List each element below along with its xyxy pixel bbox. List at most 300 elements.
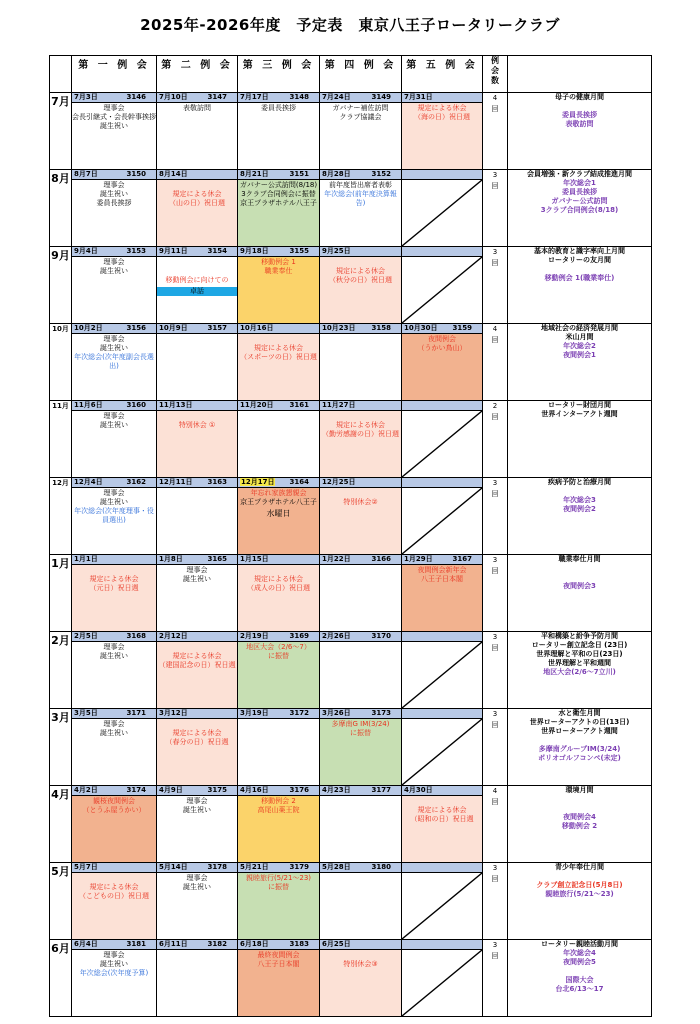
meeting-content bbox=[238, 796, 319, 815]
meeting-line: 誕生祝い bbox=[100, 960, 128, 968]
meeting-number: 3179 bbox=[289, 863, 309, 871]
meeting-line: 3クラブ合同例会に振替 bbox=[241, 190, 316, 198]
meeting-line: （昭和の日）祝日週 bbox=[410, 815, 474, 823]
month-note-line: 平和構築と紛争予防月間 bbox=[541, 632, 618, 640]
meeting-date: 4月16日 bbox=[240, 786, 269, 794]
month-note-line: 疾病予防と治療月間 bbox=[548, 478, 611, 486]
month-note-line: 年次総会3 bbox=[563, 496, 596, 504]
meeting-count-line: 回 bbox=[491, 105, 499, 113]
month-note-line: 多摩南グループIM(3/24) bbox=[538, 745, 621, 753]
meeting-content bbox=[320, 719, 401, 738]
meeting-date: 10月30日 bbox=[404, 324, 438, 332]
meeting-count bbox=[483, 401, 508, 478]
meeting-content bbox=[157, 950, 237, 951]
meeting-number: 3175 bbox=[207, 786, 227, 794]
month-note-line: 夜間例会4 bbox=[563, 813, 596, 821]
meeting-line: 規定による休会 bbox=[417, 806, 467, 814]
month-row bbox=[50, 478, 652, 555]
meeting-date-bar bbox=[157, 940, 237, 950]
meeting-line: 年次総会(次年度予算) bbox=[79, 969, 149, 977]
meeting-date-bar bbox=[72, 555, 156, 565]
meeting-line: 誕生祝い bbox=[100, 190, 128, 198]
meeting-cell bbox=[157, 401, 238, 478]
meeting-date-bar bbox=[72, 247, 156, 257]
month-notes bbox=[508, 863, 652, 940]
month-note-line: 委員長挨拶 bbox=[562, 188, 597, 196]
meeting-content bbox=[72, 180, 156, 208]
header-meeting-count bbox=[483, 56, 508, 93]
month-note-line: 世界理解と平和の日(23日) bbox=[536, 650, 623, 658]
meeting-line: （とうふ屋うかい） bbox=[82, 806, 146, 814]
meeting-date-bar bbox=[72, 93, 156, 103]
meeting-count-line: 3 bbox=[492, 941, 498, 949]
meeting-line: 理事会 bbox=[103, 489, 125, 497]
meeting-cell bbox=[238, 324, 320, 401]
meeting-cell bbox=[157, 478, 238, 555]
meeting-cell bbox=[157, 93, 238, 170]
meeting-date: 5月21日 bbox=[240, 863, 269, 871]
meeting-date-bar bbox=[320, 632, 401, 642]
meeting-line: 特別休会③ bbox=[343, 960, 378, 968]
meeting-count bbox=[483, 863, 508, 940]
meeting-cell bbox=[72, 324, 157, 401]
meeting-count-line: 3 bbox=[492, 248, 498, 256]
month-note-line: ガバナー公式訪問 bbox=[551, 197, 608, 205]
meeting-cell bbox=[238, 863, 320, 940]
meeting-date-bar bbox=[238, 786, 319, 796]
meeting-date-bar bbox=[72, 632, 156, 642]
meeting-cell bbox=[72, 709, 157, 786]
meeting-number: 3161 bbox=[289, 401, 309, 409]
meeting-number: 3174 bbox=[126, 786, 146, 794]
month-note-line: 会員増強・新クラブ結成推進月間 bbox=[527, 170, 632, 178]
meeting-date-bar bbox=[238, 324, 319, 334]
meeting-line: 委員長挨拶 bbox=[261, 104, 296, 112]
meeting-count-line: 4 bbox=[492, 94, 498, 102]
header-meeting-1: 第 一 例 会 bbox=[72, 56, 157, 93]
meeting-line: 観桜夜間例会 bbox=[93, 797, 135, 805]
meeting-date: 1月1日 bbox=[74, 555, 98, 563]
meeting-date: 7月24日 bbox=[322, 93, 351, 101]
month-notes bbox=[508, 170, 652, 247]
meeting-line: 年次総会(次年度理事・役員選出) bbox=[74, 507, 154, 524]
month-note-line: 夜間例会3 bbox=[563, 582, 596, 590]
meeting-date-bar bbox=[157, 170, 237, 180]
month-notes bbox=[508, 478, 652, 555]
meeting-date-bar bbox=[157, 401, 237, 411]
meeting-date: 6月25日 bbox=[322, 940, 351, 948]
meeting-cell bbox=[157, 709, 238, 786]
meeting-content bbox=[238, 257, 319, 276]
no-meeting-slash bbox=[402, 873, 482, 939]
meeting-cell bbox=[72, 632, 157, 709]
month-note-line bbox=[508, 872, 651, 881]
meeting-content bbox=[402, 796, 482, 824]
meeting-line bbox=[157, 412, 237, 421]
meeting-cell bbox=[238, 247, 320, 324]
month-note-line bbox=[508, 736, 651, 745]
meeting-cell bbox=[238, 786, 320, 863]
month-note-line: 世界理解と平和週間 bbox=[548, 659, 611, 667]
month-note-line: 夜間例会1 bbox=[563, 351, 596, 359]
meeting-date-bar bbox=[402, 478, 482, 488]
meeting-content bbox=[157, 565, 237, 584]
meeting-line: 規定による休会 bbox=[336, 421, 385, 429]
meeting-date-bar bbox=[402, 170, 482, 180]
meeting-content bbox=[320, 103, 401, 122]
meeting-count-line: 3 bbox=[492, 710, 498, 718]
meeting-line: に振替 bbox=[268, 883, 289, 891]
month-notes bbox=[508, 247, 652, 324]
meeting-cell bbox=[72, 786, 157, 863]
meeting-line: 京王プラザホテル八王子 bbox=[240, 199, 317, 207]
meeting-line: 誕生祝い bbox=[183, 883, 211, 891]
meeting-date: 1月15日 bbox=[240, 555, 269, 563]
meeting-number: 3182 bbox=[207, 940, 227, 948]
meeting-cell bbox=[72, 863, 157, 940]
month-note-line bbox=[508, 795, 651, 804]
month-note-line bbox=[508, 573, 651, 582]
meeting-line: 最終夜間例会 bbox=[257, 951, 300, 959]
meeting-count bbox=[483, 709, 508, 786]
meeting-content bbox=[402, 334, 482, 353]
meeting-line: （山の日）祝日週 bbox=[169, 199, 225, 207]
meeting-content bbox=[320, 796, 401, 797]
meeting-line: 誕生祝い bbox=[100, 344, 128, 352]
meeting-line: （成人の日）祝日週 bbox=[247, 584, 310, 592]
meeting-count bbox=[483, 555, 508, 632]
meeting-line: 理事会 bbox=[186, 566, 208, 574]
meeting-count bbox=[483, 170, 508, 247]
meeting-number: 3146 bbox=[126, 93, 146, 101]
meeting-line: に振替 bbox=[268, 652, 289, 660]
month-note-line: 委員長挨拶 bbox=[562, 111, 597, 119]
meeting-date: 12月4日 bbox=[74, 478, 103, 486]
meeting-date: 10月16日 bbox=[240, 324, 274, 332]
month-row bbox=[50, 786, 652, 863]
meeting-line bbox=[238, 566, 319, 575]
meeting-count-line: 回 bbox=[491, 490, 499, 498]
meeting-cell bbox=[320, 555, 402, 632]
meeting-count-line: 回 bbox=[491, 413, 499, 421]
meeting-line: 水曜日 bbox=[266, 509, 291, 518]
meeting-line: 理事会 bbox=[103, 643, 125, 651]
meeting-cell bbox=[238, 940, 320, 1017]
meeting-cell bbox=[320, 632, 402, 709]
meeting-cell bbox=[238, 170, 320, 247]
meeting-content bbox=[72, 950, 156, 978]
month-note-line: 基本的教育と識字率向上月間 bbox=[534, 247, 625, 255]
meeting-content bbox=[238, 180, 319, 208]
meeting-line bbox=[320, 258, 401, 267]
meeting-cell bbox=[402, 247, 483, 324]
meeting-cell bbox=[72, 401, 157, 478]
meeting-content bbox=[320, 950, 401, 969]
month-note-line: 年次総会4 bbox=[563, 949, 596, 957]
month-note-line: 台北6/13〜17 bbox=[555, 985, 604, 993]
meeting-date-bar bbox=[320, 93, 401, 103]
meeting-line: 規定による休会 bbox=[89, 883, 139, 891]
month-row bbox=[50, 709, 652, 786]
meeting-cell bbox=[402, 786, 483, 863]
meeting-date-bar bbox=[72, 709, 156, 719]
meeting-content bbox=[157, 642, 237, 670]
meeting-number: 3180 bbox=[371, 863, 391, 871]
month-row bbox=[50, 93, 652, 170]
meeting-cell bbox=[72, 93, 157, 170]
month-note-line: 夜間例会2 bbox=[563, 505, 596, 513]
month-note-line: 世界インターアクト週間 bbox=[541, 410, 618, 418]
meeting-line: 理事会 bbox=[103, 181, 125, 189]
meeting-line: 規定による休会 bbox=[172, 729, 222, 737]
meeting-line: 夜間例会新年会 bbox=[417, 566, 467, 574]
meeting-number: 3155 bbox=[289, 247, 309, 255]
meeting-line bbox=[72, 566, 156, 575]
month-note-line: 青少年奉仕月間 bbox=[555, 863, 604, 871]
meeting-cell bbox=[72, 478, 157, 555]
meeting-line: 多摩南G IM(3/24) bbox=[331, 720, 390, 728]
meeting-cell bbox=[320, 401, 402, 478]
meeting-date-bar bbox=[238, 940, 319, 950]
meeting-date-bar bbox=[238, 555, 319, 565]
month-notes bbox=[508, 555, 652, 632]
meeting-cell bbox=[402, 555, 483, 632]
meeting-date-bar bbox=[238, 863, 319, 873]
meeting-content bbox=[238, 950, 319, 969]
meeting-date: 1月22日 bbox=[322, 555, 351, 563]
meeting-date: 1月29日 bbox=[404, 555, 433, 563]
no-meeting-slash bbox=[402, 180, 482, 246]
meeting-date-bar bbox=[238, 93, 319, 103]
meeting-content bbox=[72, 257, 156, 276]
meeting-date: 4月2日 bbox=[74, 786, 98, 794]
meeting-date: 10月23日 bbox=[322, 324, 356, 332]
meeting-date-bar bbox=[402, 786, 482, 796]
meeting-date-bar bbox=[402, 324, 482, 334]
header-corner bbox=[50, 56, 72, 93]
meeting-date-bar bbox=[402, 247, 482, 257]
meeting-count bbox=[483, 93, 508, 170]
meeting-cell bbox=[238, 401, 320, 478]
meeting-number: 3178 bbox=[207, 863, 227, 871]
meeting-number: 3176 bbox=[289, 786, 309, 794]
meeting-line: 誕生祝い bbox=[100, 498, 128, 506]
meeting-line bbox=[238, 335, 319, 344]
meeting-date: 12月17日 bbox=[241, 478, 275, 486]
meeting-date-bar bbox=[320, 940, 401, 950]
meeting-cell bbox=[320, 709, 402, 786]
month-note-line: 移動例会 2 bbox=[561, 822, 598, 830]
meeting-line bbox=[157, 181, 237, 190]
meeting-count bbox=[483, 478, 508, 555]
meeting-cell bbox=[157, 247, 238, 324]
month-label: 8月 bbox=[50, 170, 72, 247]
meeting-content bbox=[72, 873, 156, 901]
meeting-cell bbox=[72, 555, 157, 632]
meeting-cell bbox=[238, 632, 320, 709]
meeting-line: 移動例会に向けての bbox=[165, 276, 229, 284]
meeting-date: 9月4日 bbox=[74, 247, 98, 255]
header-notes bbox=[508, 56, 652, 93]
meeting-cell bbox=[402, 863, 483, 940]
meeting-line: 規定による休会 bbox=[254, 575, 303, 583]
meeting-line bbox=[320, 412, 401, 421]
meeting-line: （こどもの日）祝日週 bbox=[79, 892, 149, 900]
meeting-content bbox=[72, 411, 156, 430]
meeting-cell bbox=[157, 632, 238, 709]
meeting-number: 3156 bbox=[126, 324, 146, 332]
meeting-line: 理事会 bbox=[103, 104, 125, 112]
meeting-number: 3152 bbox=[371, 170, 391, 178]
meeting-line: 年次総会(前年度決算報告) bbox=[324, 190, 397, 207]
meeting-number: 3163 bbox=[207, 478, 227, 486]
meeting-date: 4月23日 bbox=[322, 786, 351, 794]
month-label: 7月 bbox=[50, 93, 72, 170]
meeting-line: 特別休会 ① bbox=[178, 421, 216, 429]
meeting-date: 12月25日 bbox=[322, 478, 356, 486]
meeting-date: 8月21日 bbox=[240, 170, 269, 178]
meeting-count-line: 3 bbox=[492, 864, 498, 872]
month-label: 11月 bbox=[50, 401, 72, 478]
meeting-content bbox=[72, 719, 156, 738]
meeting-cell bbox=[402, 940, 483, 1017]
meeting-date-bar bbox=[238, 170, 319, 180]
meeting-date-bar bbox=[157, 863, 237, 873]
meeting-line: クラブ協議会 bbox=[339, 113, 382, 121]
meeting-number: 3165 bbox=[207, 555, 227, 563]
meeting-content bbox=[238, 873, 319, 892]
month-note-line: 3クラブ合同例会(8/18) bbox=[540, 206, 619, 214]
month-row bbox=[50, 863, 652, 940]
month-note-line bbox=[508, 102, 651, 111]
meeting-line: 職業奉仕 bbox=[264, 267, 293, 275]
meeting-date-bar bbox=[402, 940, 482, 950]
meeting-line bbox=[402, 797, 482, 806]
meeting-date-bar bbox=[157, 632, 237, 642]
meeting-number: 3148 bbox=[289, 93, 309, 101]
meeting-content bbox=[320, 257, 401, 285]
meeting-content bbox=[157, 257, 237, 296]
month-note-line: 年次総会1 bbox=[563, 179, 596, 187]
meeting-count-line: 回 bbox=[491, 721, 499, 729]
meeting-line: 規定による休会 bbox=[172, 190, 222, 198]
meeting-line: 年次総会(次年度副会長選出) bbox=[74, 353, 154, 370]
meeting-content bbox=[238, 719, 319, 720]
meeting-date: 3月26日 bbox=[322, 709, 351, 717]
meeting-line: 八王子日本閣 bbox=[257, 960, 300, 968]
month-note-line: 年次総会2 bbox=[563, 342, 596, 350]
meeting-count-line: 3 bbox=[492, 556, 498, 564]
meeting-date: 2月19日 bbox=[240, 632, 269, 640]
meeting-cell bbox=[402, 93, 483, 170]
meeting-cell bbox=[320, 786, 402, 863]
month-note-line bbox=[508, 265, 651, 274]
meeting-number: 3166 bbox=[371, 555, 391, 563]
month-note-line: 環境月間 bbox=[565, 786, 594, 794]
meeting-line: 規定による休会 bbox=[254, 344, 303, 352]
meeting-line: 移動例会 2 bbox=[261, 797, 296, 805]
meeting-date: 3月19日 bbox=[240, 709, 269, 717]
meeting-date-bar bbox=[320, 401, 401, 411]
meeting-date-bar bbox=[402, 632, 482, 642]
meeting-line: （建国記念の日）祝日週 bbox=[158, 661, 236, 669]
meeting-date-bar bbox=[320, 247, 401, 257]
meeting-date: 8月7日 bbox=[74, 170, 98, 178]
meeting-line bbox=[320, 489, 401, 498]
meeting-content bbox=[238, 103, 319, 113]
header-meeting-3: 第 三 例 会 bbox=[238, 56, 320, 93]
meeting-cell bbox=[320, 478, 402, 555]
month-label: 5月 bbox=[50, 863, 72, 940]
meeting-count-line: 3 bbox=[492, 633, 498, 641]
meeting-date-bar bbox=[320, 709, 401, 719]
month-note-line: 地区大会(2/6〜7立川) bbox=[543, 668, 616, 676]
meeting-date-bar bbox=[402, 863, 482, 873]
meeting-count-line: 回 bbox=[491, 952, 499, 960]
meeting-number: 3183 bbox=[289, 940, 309, 948]
meeting-line bbox=[157, 643, 237, 652]
meeting-date: 6月11日 bbox=[159, 940, 188, 948]
meeting-cell bbox=[320, 863, 402, 940]
meeting-date-bar bbox=[157, 786, 237, 796]
month-notes bbox=[508, 324, 652, 401]
meeting-number: 3147 bbox=[207, 93, 227, 101]
meeting-line: ガバナー公式訪問(8/18) bbox=[239, 181, 318, 189]
meeting-content bbox=[402, 103, 482, 122]
meeting-date: 10月9日 bbox=[159, 324, 188, 332]
meeting-date: 5月7日 bbox=[74, 863, 98, 871]
meeting-line: （海の日）祝日週 bbox=[414, 113, 470, 121]
page-title: 2025年-2026年度 予定表 東京八王子ロータリークラブ bbox=[140, 16, 560, 34]
meeting-number: 3169 bbox=[289, 632, 309, 640]
meeting-line: 親睦旅行(5/21〜23) bbox=[245, 874, 312, 882]
meeting-count bbox=[483, 632, 508, 709]
no-meeting-slash bbox=[402, 411, 482, 477]
meeting-number: 3170 bbox=[371, 632, 391, 640]
month-notes bbox=[508, 632, 652, 709]
meeting-content bbox=[238, 411, 319, 412]
meeting-line: 卓話 bbox=[157, 287, 237, 296]
meeting-date: 8月28日 bbox=[322, 170, 351, 178]
month-note-line: 母子の健康月間 bbox=[555, 93, 604, 101]
meeting-date-bar bbox=[402, 401, 482, 411]
month-note-line bbox=[508, 564, 651, 573]
month-row bbox=[50, 247, 652, 324]
meeting-date: 1月8日 bbox=[159, 555, 183, 563]
meeting-date: 10月2日 bbox=[74, 324, 103, 332]
meeting-date-bar bbox=[72, 863, 156, 873]
meeting-cell bbox=[157, 170, 238, 247]
meeting-count-line: 回 bbox=[491, 567, 499, 575]
meeting-line: 誕生祝い bbox=[100, 421, 128, 429]
meeting-content bbox=[238, 334, 319, 362]
meeting-line: 誕生祝い bbox=[100, 122, 128, 130]
month-note-line: 地域社会の経済発展月間 bbox=[541, 324, 618, 332]
meeting-line bbox=[320, 951, 401, 960]
meeting-number: 3172 bbox=[289, 709, 309, 717]
month-note-line: 親睦旅行(5/21〜23) bbox=[545, 890, 614, 898]
meeting-date: 7月31日 bbox=[404, 93, 433, 101]
month-note-line bbox=[508, 967, 651, 976]
month-label: 9月 bbox=[50, 247, 72, 324]
meeting-line: 理事会 bbox=[103, 412, 125, 420]
month-row bbox=[50, 555, 652, 632]
meeting-line: 誕生祝い bbox=[100, 729, 128, 737]
meeting-date-bar bbox=[238, 401, 319, 411]
meeting-date-bar bbox=[157, 478, 237, 488]
meeting-line: 高尾山薬王院 bbox=[257, 806, 300, 814]
meeting-number: 3153 bbox=[126, 247, 146, 255]
